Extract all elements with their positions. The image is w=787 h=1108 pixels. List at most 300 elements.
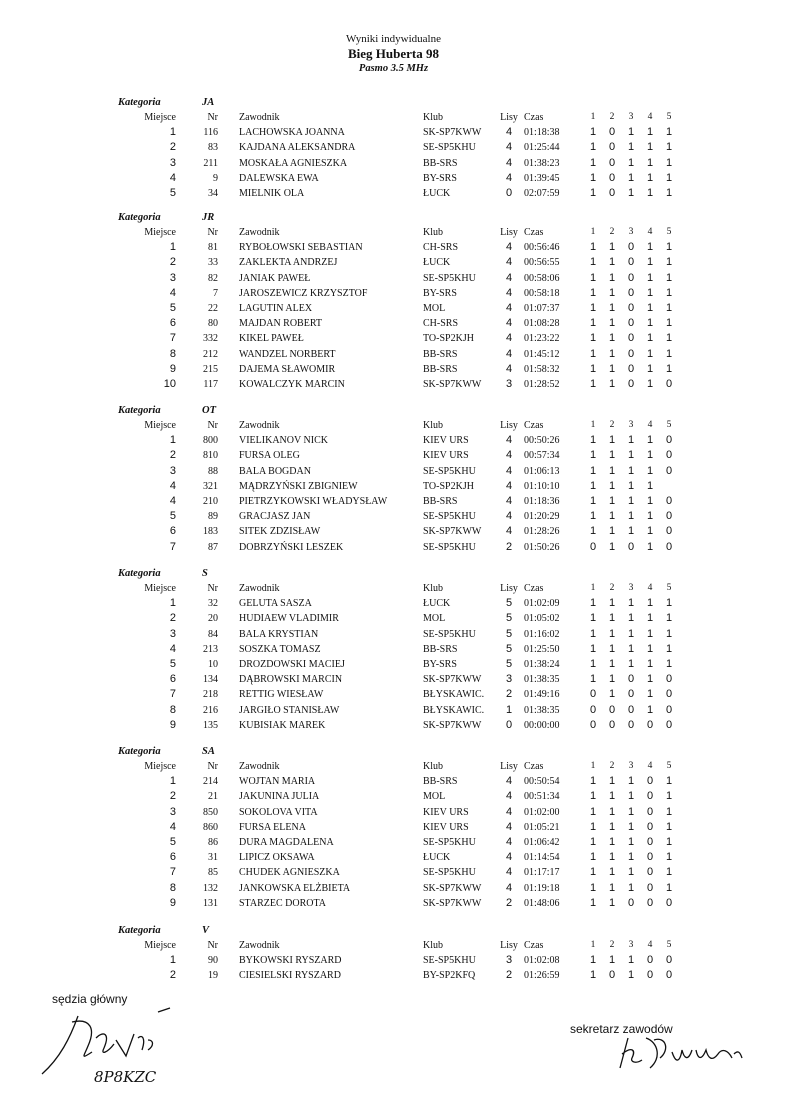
control-3-cell: 1 [627,479,635,492]
control-1-cell: 1 [589,820,597,833]
control-3-cell: 1 [627,597,635,610]
header-lisy: Lisy [500,227,518,238]
competitor-name-cell: PIETRZYKOWSKI WŁADYSŁAW [239,496,388,507]
club-cell: TO-SP2KJH [423,480,474,492]
header-control-5: 5 [666,583,672,593]
header-control-3: 3 [628,227,634,237]
control-3-cell: 1 [627,510,635,523]
control-2-cell: 1 [608,525,616,538]
table-row [0,125,787,140]
time-cell: 01:39:45 [524,172,560,184]
control-5-cell: 1 [665,881,673,894]
bib-number-cell: 215 [203,363,218,375]
header-control-5: 5 [666,761,672,771]
control-1-cell: 1 [589,362,597,375]
time-cell: 01:05:02 [524,613,560,625]
club-cell: SK-SP7KWW [423,674,482,686]
control-4-cell: 0 [646,896,654,909]
control-2-cell: 1 [608,378,616,390]
club-cell: MOL [423,613,446,625]
category-label: Kategoria [118,568,161,579]
time-cell: 02:07:59 [524,188,560,199]
control-2-cell: 1 [608,464,616,477]
control-5-cell: 1 [665,627,673,640]
column-header-row [0,110,787,125]
bib-number-cell: 117 [203,379,218,390]
competitor-name-cell: KOWALCZYK MARCIN [239,379,345,390]
control-5-cell: 1 [665,775,673,788]
header-miejsce: Miejsce [144,227,176,238]
place-cell: 1 [169,434,176,447]
place-cell: 1 [169,597,176,610]
fox-count-cell: 5 [505,612,513,625]
place-cell: 4 [169,479,176,492]
header-miejsce: Miejsce [144,112,176,123]
bib-number-cell: 810 [203,450,218,462]
time-cell: 00:50:26 [524,435,560,447]
club-cell: SK-SP7KWW [423,719,482,731]
control-1-cell: 1 [589,187,597,199]
column-header-row [0,938,787,953]
fox-count-cell: 4 [505,256,513,269]
club-cell: MOL [423,791,446,803]
time-cell: 00:50:54 [524,776,560,788]
control-5-cell: 1 [665,317,673,330]
header-czas: Czas [524,112,544,123]
control-3-cell: 1 [627,464,635,477]
club-cell: KIEV URS [423,821,469,833]
control-5-cell: 0 [665,495,673,507]
header-miejsce: Miejsce [144,761,176,772]
table-row [0,657,787,672]
control-3-cell: 1 [627,612,635,625]
header-control-3: 3 [628,420,634,430]
fox-count-cell: 4 [505,790,513,803]
control-2-cell: 1 [608,302,616,314]
control-4-cell: 1 [646,688,654,701]
control-1-cell: 1 [589,256,597,269]
place-cell: 9 [169,718,176,731]
club-cell: SK-SP7KWW [423,526,482,538]
header-lisy: Lisy [500,940,518,951]
fox-count-cell: 5 [505,642,513,655]
bib-number-cell: 214 [203,776,218,788]
club-cell: MOL [423,303,446,314]
bib-number-cell: 86 [208,837,218,848]
competitor-name-cell: BALA KRYSTIAN [239,628,319,640]
bib-number-cell: 183 [203,526,218,538]
table-row [0,953,787,968]
competitor-name-cell: VIELIKANOV NICK [239,435,328,447]
club-cell: KIEV URS [423,435,469,447]
control-4-cell: 1 [646,302,654,314]
header-control-1: 1 [590,227,596,237]
header-zawodnik: Zawodnik [239,227,280,238]
club-cell: BY-SRS [423,172,457,184]
place-cell: 7 [169,866,176,879]
bib-number-cell: 87 [208,541,218,553]
header-czas: Czas [524,761,544,772]
club-cell: TO-SP2KJH [423,333,474,345]
control-4-cell: 1 [646,464,654,477]
bib-number-cell: 33 [208,257,218,269]
fox-count-cell: 4 [505,866,513,879]
column-header-row [0,418,787,433]
control-1-cell: 0 [589,718,597,731]
table-row [0,240,787,255]
fox-count-cell: 4 [505,464,513,477]
time-cell: 00:58:18 [524,287,560,299]
fox-count-cell: 4 [505,479,513,492]
competitor-name-cell: FURSA OLEG [239,450,300,462]
control-3-cell: 1 [627,954,635,967]
chief-judge-label: sędzia główny [52,992,128,1006]
header-klub: Klub [423,420,443,431]
control-3-cell: 1 [627,495,635,507]
club-cell: SE-SP5KHU [423,142,476,154]
control-2-cell: 1 [608,820,616,833]
column-header-row [0,225,787,240]
header-control-5: 5 [666,940,672,950]
fox-count-cell: 4 [505,347,513,360]
control-4-cell: 1 [646,479,654,492]
control-4-cell: 1 [646,271,654,284]
fox-count-cell: 5 [505,658,513,670]
place-cell: 6 [169,673,176,686]
control-3-cell: 1 [627,141,635,154]
bib-number-cell: 21 [208,791,218,803]
club-cell: BB-SRS [423,348,458,360]
control-1-cell: 1 [589,866,597,879]
place-cell: 4 [169,286,176,299]
control-3-cell: 1 [627,627,635,640]
competitor-name-cell: LACHOWSKA JOANNA [239,127,345,139]
control-4-cell: 0 [646,954,654,967]
competitor-name-cell: MAJDAN ROBERT [239,318,323,330]
table-row [0,171,787,186]
table-row [0,642,787,657]
time-cell: 00:56:55 [524,257,560,269]
control-5-cell: 1 [665,141,673,154]
control-5-cell: 1 [665,347,673,360]
header-nr: Nr [207,420,218,431]
control-5-cell: 0 [665,540,673,553]
category-label: Kategoria [118,746,161,757]
column-header-row [0,759,787,774]
competitor-name-cell: CIESIELSKI RYSZARD [239,970,341,982]
club-cell: SE-SP5KHU [423,511,476,523]
control-4-cell: 0 [646,790,654,803]
control-1-cell: 1 [589,302,597,314]
competitor-name-cell: STARZEC DOROTA [239,897,327,909]
category-code: SA [202,746,215,757]
table-row [0,156,787,171]
bib-number-cell: 850 [203,806,218,818]
competitor-name-cell: KUBISIAK MAREK [239,719,326,731]
bib-number-cell: 19 [208,970,218,982]
control-1-cell: 1 [589,378,597,390]
control-2-cell: 1 [608,449,616,462]
table-row [0,611,787,626]
table-row [0,881,787,896]
header-zawodnik: Zawodnik [239,420,280,431]
club-cell: SK-SP7KWW [423,897,482,909]
place-cell: 2 [169,612,176,625]
bib-number-cell: 7 [213,287,218,299]
fox-count-cell: 3 [505,378,513,390]
club-cell: BŁYSKAWIC. [423,704,485,716]
bib-number-cell: 132 [203,882,218,894]
control-4-cell: 0 [646,881,654,894]
table-row [0,509,787,524]
chief-judge-signature [30,998,210,1088]
control-4-cell: 1 [646,434,654,447]
header-control-4: 4 [647,227,653,237]
club-cell: SK-SP7KWW [423,379,482,390]
header-control-2: 2 [609,583,615,593]
place-cell: 8 [169,703,176,716]
control-3-cell: 1 [627,790,635,803]
control-3-cell: 0 [627,271,635,284]
control-5-cell: 0 [665,510,673,523]
place-cell: 5 [169,302,176,314]
time-cell: 01:10:10 [524,480,560,492]
category-code: JR [202,212,215,223]
event-title: Bieg Huberta 98 [348,46,439,61]
club-cell: SE-SP5KHU [423,465,476,477]
place-cell: 4 [169,820,176,833]
control-1-cell: 1 [589,881,597,894]
control-2-cell: 1 [608,286,616,299]
bib-number-cell: 321 [203,480,218,492]
time-cell: 01:28:26 [524,526,560,538]
control-2-cell: 1 [608,479,616,492]
header-lisy: Lisy [500,761,518,772]
control-4-cell: 1 [646,597,654,610]
competitor-name-cell: DOBRZYŃSKI LESZEK [239,541,344,553]
place-cell: 9 [169,896,176,909]
table-row [0,896,787,911]
fox-count-cell: 4 [505,271,513,284]
header-control-1: 1 [590,420,596,430]
time-cell: 00:56:46 [524,242,560,254]
competitor-name-cell: WOJTAN MARIA [239,776,316,788]
table-row [0,820,787,835]
fox-count-cell: 4 [505,141,513,154]
fox-count-cell: 4 [505,449,513,462]
control-5-cell: 1 [665,126,673,139]
category-label: Kategoria [118,405,161,416]
competitor-name-cell: BYKOWSKI RYSZARD [239,955,342,967]
club-cell: SK-SP7KWW [423,127,482,139]
control-3-cell: 0 [627,241,635,254]
control-4-cell: 1 [646,378,654,390]
header-nr: Nr [207,583,218,594]
club-cell: CH-SRS [423,318,459,330]
club-cell: BY-SRS [423,287,457,299]
competitor-name-cell: KAJDANA ALEKSANDRA [239,142,356,154]
time-cell: 01:38:35 [524,674,560,686]
bib-number-cell: 80 [208,318,218,330]
control-2-cell: 1 [608,688,616,701]
control-4-cell: 0 [646,820,654,833]
place-cell: 1 [169,126,176,139]
control-1-cell: 1 [589,969,597,982]
secretary-label: sekretarz zawodów [570,1022,673,1036]
control-4-cell: 1 [646,495,654,507]
bib-number-cell: 89 [208,511,218,523]
control-5-cell: 1 [665,790,673,803]
fox-count-cell: 2 [505,540,513,553]
control-4-cell: 1 [646,141,654,154]
control-1-cell: 1 [589,673,597,686]
secretary-signature [610,1028,760,1078]
control-2-cell: 1 [608,495,616,507]
control-5-cell: 0 [665,688,673,701]
competitor-name-cell: RETTIG WIESŁAW [239,689,324,701]
control-5-cell: 1 [665,362,673,375]
control-4-cell: 0 [646,805,654,818]
header-nr: Nr [207,940,218,951]
control-2-cell: 1 [608,881,616,894]
fox-count-cell: 2 [505,688,513,701]
club-cell: SE-SP5KHU [423,867,476,879]
competitor-name-cell: GELUTA SASZA [239,598,312,610]
competitor-name-cell: DAJEMA SŁAWOMIR [239,363,336,375]
place-cell: 7 [169,540,176,553]
fox-count-cell: 4 [505,241,513,254]
control-1-cell: 1 [589,525,597,538]
fox-count-cell: 4 [505,332,513,345]
competitor-name-cell: JANIAK PAWEŁ [239,272,311,284]
header-control-2: 2 [609,112,615,122]
bib-number-cell: 218 [203,689,218,701]
table-row [0,596,787,611]
competitor-name-cell: MĄDRZYŃSKI ZBIGNIEW [239,480,358,492]
header-klub: Klub [423,583,443,594]
time-cell: 01:17:17 [524,867,560,879]
control-1-cell: 1 [589,449,597,462]
bib-number-cell: 10 [208,659,218,670]
control-4-cell: 1 [646,703,654,716]
control-3-cell: 1 [627,126,635,139]
control-5-cell: 1 [665,820,673,833]
header-control-2: 2 [609,227,615,237]
time-cell: 01:25:50 [524,643,560,655]
control-3-cell: 0 [627,540,635,553]
table-row [0,789,787,804]
place-cell: 6 [169,525,176,538]
fox-count-cell: 4 [505,820,513,833]
fox-count-cell: 4 [505,126,513,139]
club-cell: BB-SRS [423,643,458,655]
fox-count-cell: 4 [505,362,513,375]
time-cell: 01:48:06 [524,897,560,909]
time-cell: 01:14:54 [524,852,560,864]
header-subtitle: Wyniki indywidualne [346,33,441,45]
table-row [0,271,787,286]
control-4-cell: 1 [646,187,654,199]
place-cell: 6 [169,317,176,330]
control-1-cell: 1 [589,241,597,254]
table-row [0,255,787,270]
control-3-cell: 0 [627,256,635,269]
table-row [0,968,787,983]
control-3-cell: 1 [627,805,635,818]
control-3-cell: 1 [627,642,635,655]
control-4-cell: 0 [646,718,654,731]
place-cell: 8 [169,347,176,360]
time-cell: 01:38:23 [524,157,560,169]
bib-number-cell: 81 [208,242,218,254]
club-cell: CH-SRS [423,242,459,254]
place-cell: 6 [169,851,176,864]
bib-number-cell: 31 [208,852,218,864]
control-5-cell: 0 [665,954,673,967]
control-4-cell: 1 [646,540,654,553]
header-nr: Nr [207,227,218,238]
control-2-cell: 1 [608,347,616,360]
time-cell: 01:20:29 [524,511,560,523]
bib-number-cell: 332 [203,333,218,345]
control-3-cell: 0 [627,703,635,716]
bib-number-cell: 83 [208,142,218,154]
place-cell: 4 [169,495,176,507]
fox-count-cell: 4 [505,156,513,169]
control-1-cell: 1 [589,141,597,154]
place-cell: 2 [169,790,176,803]
place-cell: 5 [169,836,176,848]
control-3-cell: 1 [627,449,635,462]
table-row [0,687,787,702]
control-5-cell: 0 [665,434,673,447]
header-control-3: 3 [628,583,634,593]
fox-count-cell: 5 [505,627,513,640]
bib-number-cell: 213 [203,643,218,655]
control-3-cell: 0 [627,332,635,345]
fox-count-cell: 4 [505,171,513,184]
control-5-cell: 1 [665,156,673,169]
category-label: Kategoria [118,212,161,223]
control-4-cell: 1 [646,362,654,375]
control-2-cell: 1 [608,775,616,788]
place-cell: 5 [169,510,176,523]
column-header-row [0,581,787,596]
control-2-cell: 1 [608,790,616,803]
control-2-cell: 1 [608,362,616,375]
category-code: V [202,925,210,936]
time-cell: 01:02:00 [524,806,560,818]
competitor-name-cell: FURSA ELENA [239,821,306,833]
time-cell: 00:00:00 [524,719,560,731]
control-1-cell: 1 [589,271,597,284]
fox-count-cell: 4 [505,434,513,447]
header-nr: Nr [207,761,218,772]
bib-number-cell: 90 [208,955,218,967]
fox-count-cell: 4 [505,881,513,894]
place-cell: 3 [169,156,176,169]
fox-count-cell: 2 [505,896,513,909]
header-control-5: 5 [666,112,672,122]
bib-number-cell: 84 [208,628,218,640]
place-cell: 1 [169,954,176,967]
control-5-cell: 0 [665,378,673,390]
club-cell: BB-SRS [423,776,458,788]
control-1-cell: 1 [589,627,597,640]
document-header [0,32,787,75]
control-5-cell: 1 [665,658,673,670]
control-2-cell: 0 [608,718,616,731]
